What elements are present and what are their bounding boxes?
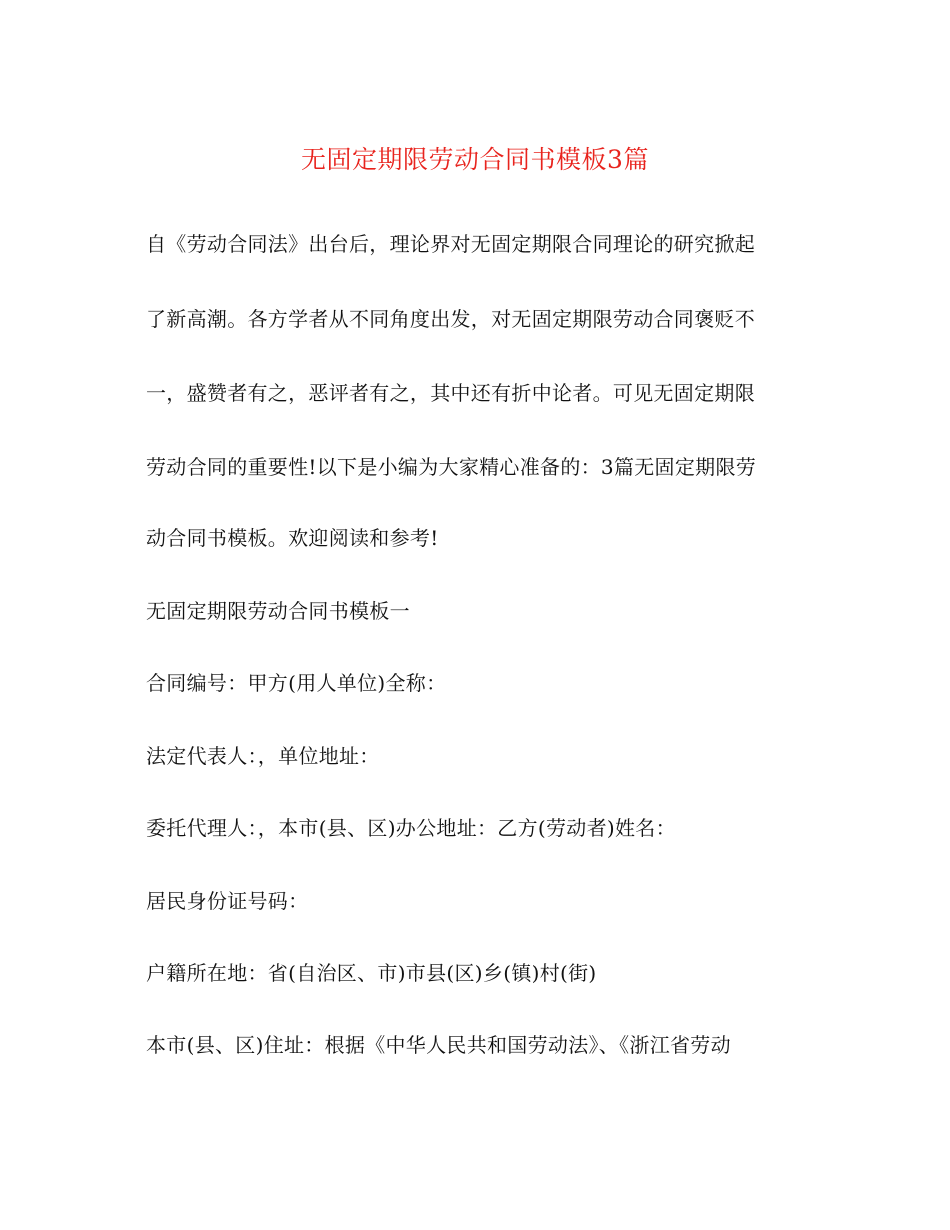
document-title: 无固定期限劳动合同书模板3篇	[301, 145, 649, 174]
section-heading: 无固定期限劳动合同书模板一	[146, 599, 410, 623]
paragraph-line: 动合同书模板。欢迎阅读和参考!	[146, 526, 439, 550]
address-field: 本市(县、区)住址：根据《中华人民共和国劳动法》、《浙江省劳动	[146, 1033, 731, 1057]
contract-number-field: 合同编号：甲方(用人单位)全称：	[146, 671, 447, 695]
legal-representative-field: 法定代表人：，单位地址：	[146, 744, 380, 768]
paragraph-line: 劳动合同的重要性!以下是小编为大家精心准备的：3篇无固定期限劳	[146, 455, 757, 479]
paragraph-line: 了新高潮。各方学者从不同角度出发，对无固定期限劳动合同褒贬不	[146, 307, 755, 331]
paragraph-line: 自《劳动合同法》出台后，理论界对无固定期限合同理论的研究掀起	[146, 232, 755, 256]
paragraph-line: 一，盛赞者有之，恶评者有之，其中还有折中论者。可见无固定期限	[146, 381, 755, 405]
id-number-field: 居民身份证号码：	[146, 889, 309, 913]
household-registration-field: 户籍所在地：省(自治区、市)市县(区)乡(镇)村(街)	[146, 961, 597, 985]
agent-field: 委托代理人：，本市(县、区)办公地址：乙方(劳动者)姓名：	[146, 816, 676, 840]
